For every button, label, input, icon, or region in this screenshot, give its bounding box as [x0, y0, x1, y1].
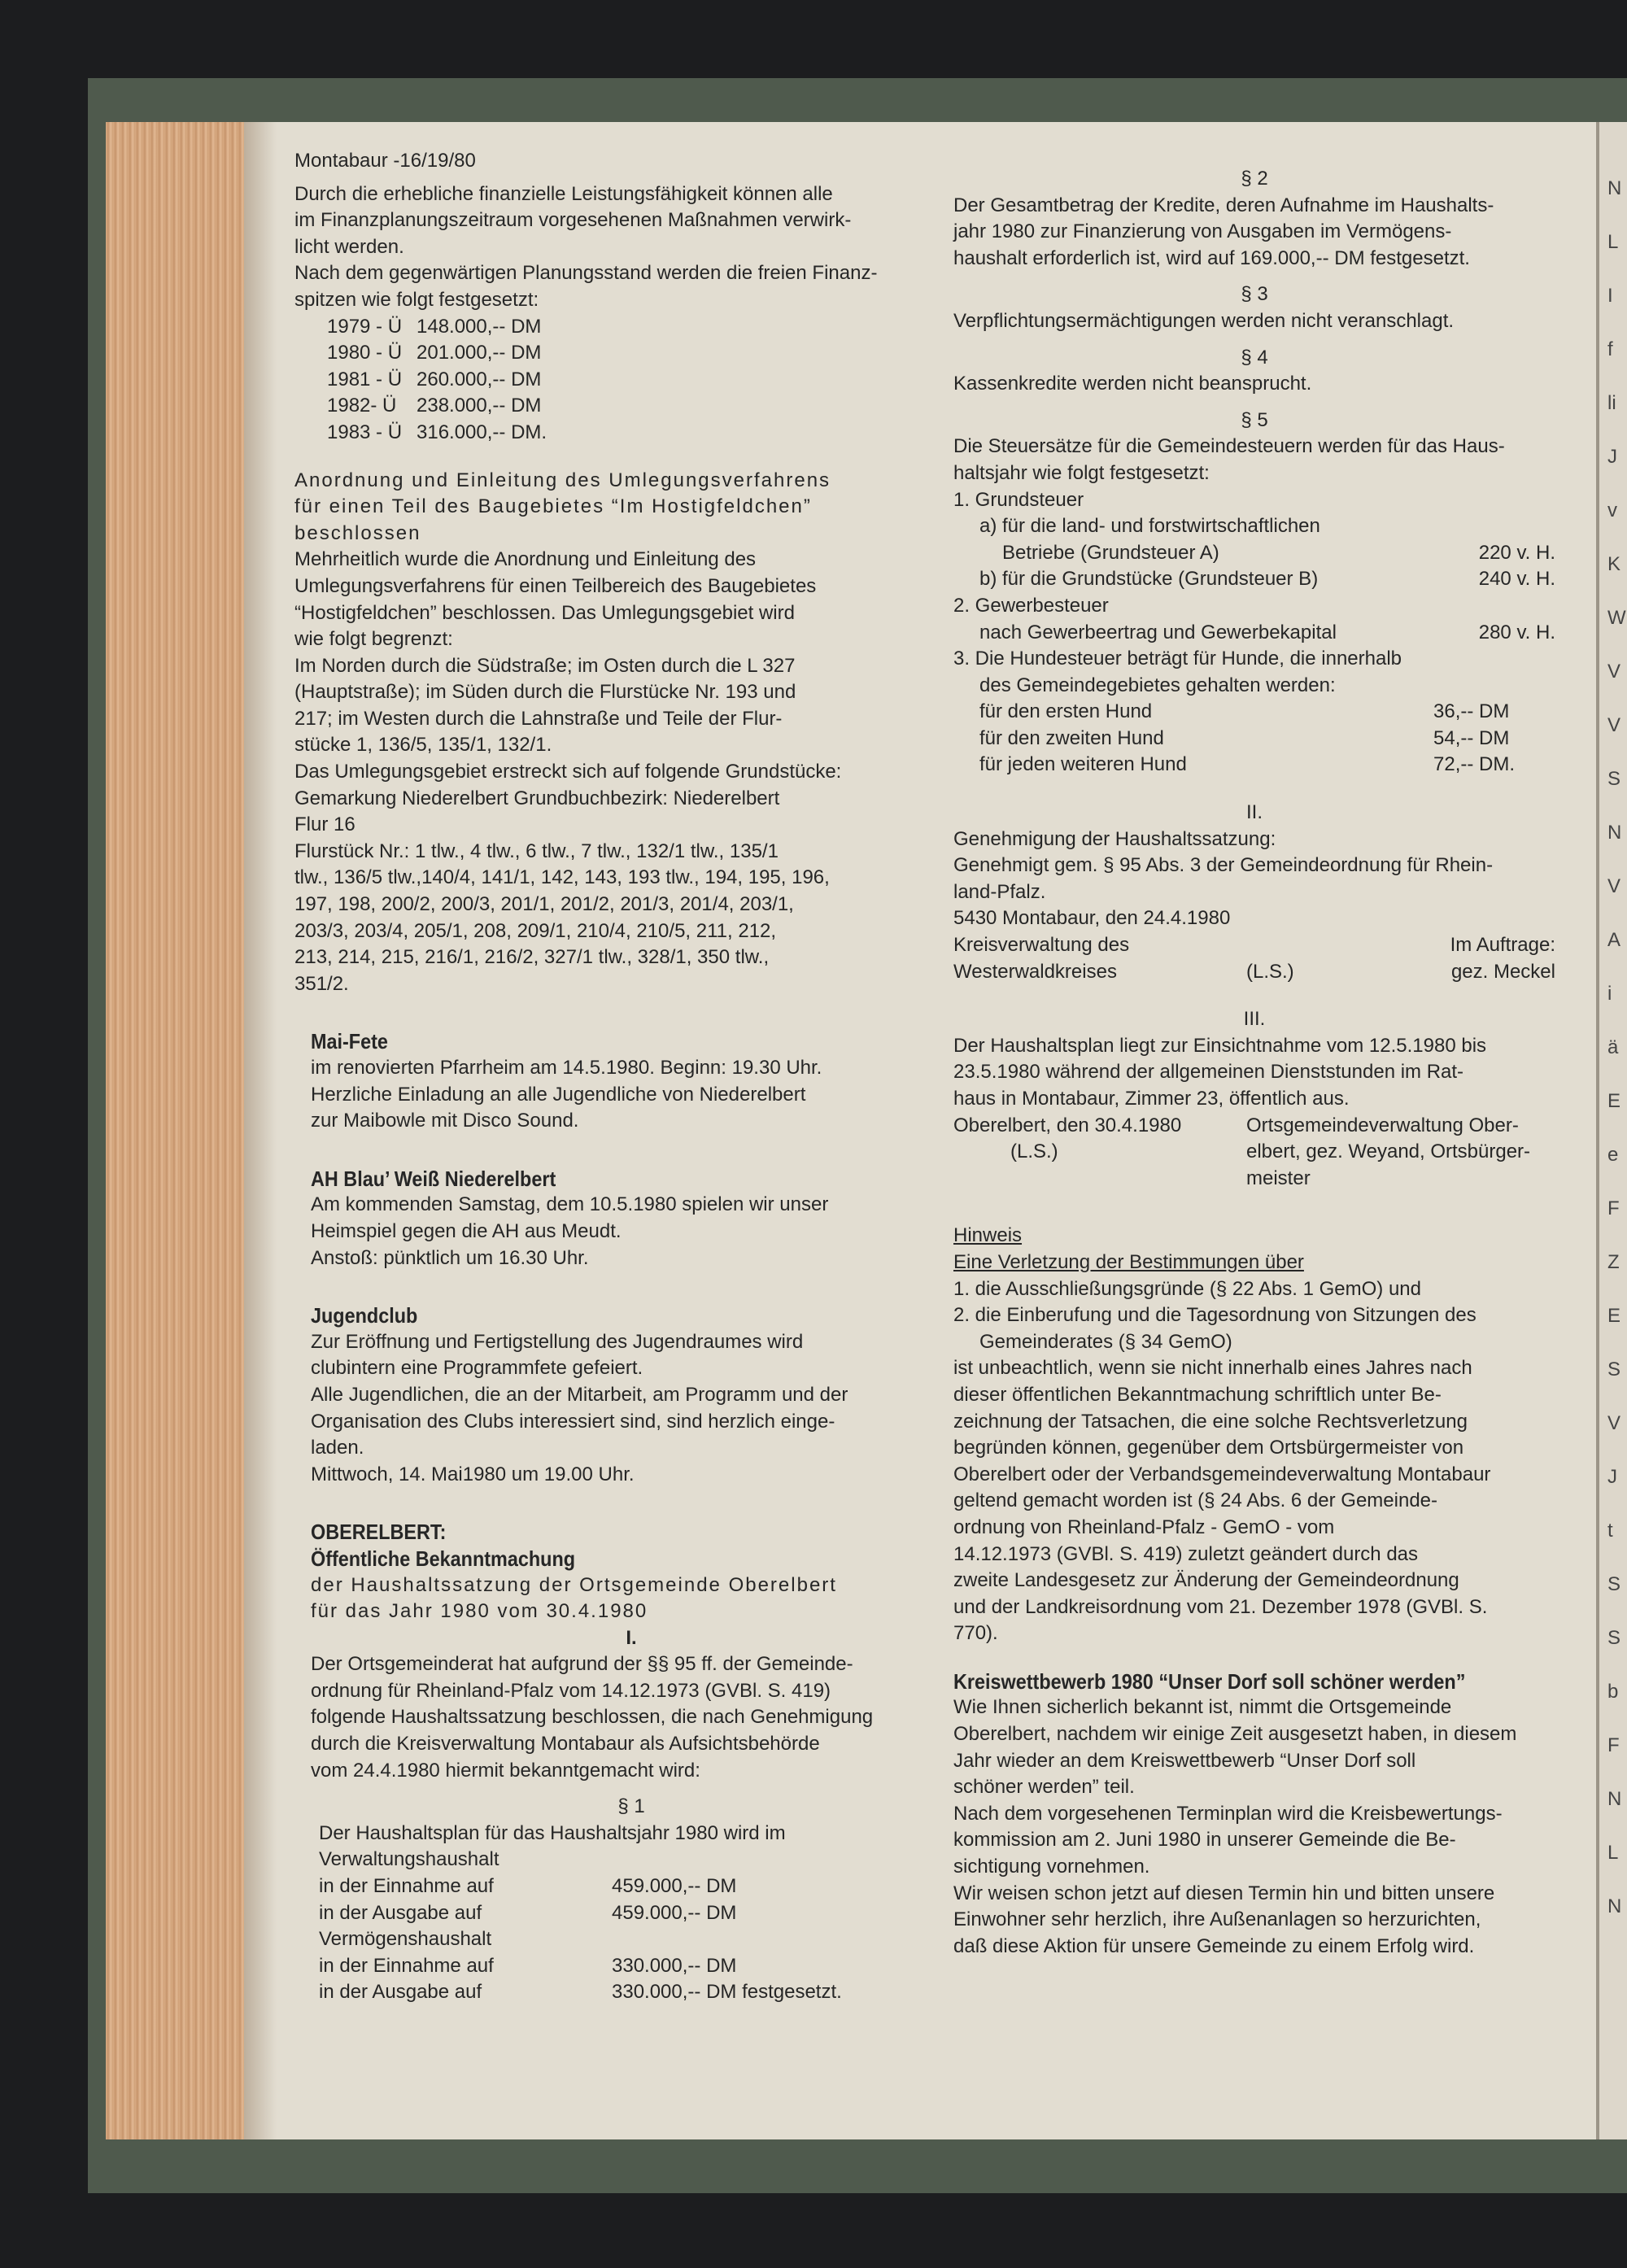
- umlegung-headline: Anordnung und Einleitung des Umlegungsverfahrens für einen Teil des Baugebietes “Im Hostigfeldchen” beschlossen: [294, 469, 831, 544]
- table-row: in der Ausgabe auf 330.000,-- DM festgesetzt.: [319, 1981, 842, 2004]
- next-page-letter: K: [1607, 553, 1621, 575]
- kreiswettbewerb-body: Wie Ihnen sicherlich bekannt ist, nimmt die Ortsgemeinde Oberelbert, nachdem wir einige Zeit ausgesetzt haben, in diesem Jahr wieder an dem Kreiswettbewerb “Unser Dorf soll schöner werden” teil. Nach dem vorgesehenen Terminplan wird die Kreisbewertungs- kommission am 2. Juni 1980 in unserer Gemeinde die Be- sichtigung vornehmen. Wir weisen schon jetzt auf diesen Termin hin und bitten unsere Einwohner sehr herzlich, ihre Außenanlagen so herzurichten, daß diese Aktion für unsere Gemeinde zu einem Erfolg wird.: [953, 1696, 1517, 1957]
- paragraph-5-body: Die Steuersätze für die Gemeindesteuern werden für das Haus- haltsjahr wie folgt festgesetzt: 1. Grundsteuer a) für die land- und forstwirtschaftlichen Betriebe (Grundsteuer A) 220 v. H. b) für die Grundstücke (Grundsteuer B) 240 v. H. 2. Gewerbesteuer nach Gewerbeertrag und Gewerbekapital 280 v. H. 3. Die Hundesteuer beträgt für Hunde, die innerhalb des Gemeindegebietes gehalten werden: für den ersten Hund 36,-- DM für den zweiten Hund 54,-- DM für jeden weiteren Hund 72,-- DM.: [953, 434, 1555, 779]
- jugendclub-body: Zur Eröffnung und Fertigstellung des Jugendraumes wird clubintern eine Programmfete gefeiert. Alle Jugendlichen, die an der Mitarbeit, am Programm und der Organisation des Clubs interessiert sind, sind herzlich einge- laden. Mittwoch, 14. Mai1980 um 19.00 Uhr.: [311, 1330, 848, 1485]
- hinweis-body: Eine Verletzung der Bestimmungen über 1. die Ausschließungsgründe (§ 22 Abs. 1 GemO) und 2. die Einberufung und die Tagesordnung von Sitzungen des Gemeinderates (§ 34 GemO) ist unbeachtlich, wenn sie nicht innerhalb eines Jahres nach dieser öffentlichen Bekanntmachung schriftlich unter Be- zeichnung der Tatsachen, die eine solche Rechtsverletzung begründen können, gegenüber dem Ortsbürgermeister von Oberelbert oder der Verbandsgemeindeverwaltung Montabaur geltend gemacht worden ist (§ 24 Abs. 6 der Gemeinde- ordnung von Rheinland-Pfalz - GemO - vom 14.12.1973 (GVBl. S. 419) zuletzt geändert durch das zweite Landesgesetz zur Änderung der Gemeindeordnung und der Landkreisordnung vom 21. Dezember 1978 (GVBl. S. 770).: [953, 1250, 1491, 1645]
- next-page-letter: I: [1607, 285, 1613, 307]
- ah-heading: AH Blau’ Weiß Niederelbert: [311, 1166, 556, 1191]
- table-row: für den ersten Hund 36,-- DM: [979, 700, 1510, 723]
- next-page-letter: b: [1607, 1681, 1619, 1703]
- list-item: 1981 - Ü 260.000,-- DM: [327, 368, 542, 390]
- next-page-letter: N: [1607, 177, 1622, 199]
- next-page-letter: e: [1607, 1144, 1619, 1166]
- table-row: für jeden weiteren Hund 72,-- DM.: [979, 753, 1516, 776]
- bekanntmachung-heading: Öffentliche Bekanntmachung: [311, 1546, 576, 1571]
- kreiswettbewerb-heading: Kreiswettbewerb 1980 “Unser Dorf soll schöner werden”: [953, 1668, 1466, 1694]
- paragraph-2-heading: § 2: [1241, 168, 1268, 190]
- next-page-letter: f: [1607, 338, 1613, 360]
- next-page-letter: F: [1607, 1197, 1620, 1219]
- list-item: 1983 - Ü 316.000,-- DM.: [327, 421, 547, 443]
- genehmigung-block: Genehmigung der Haushaltssatzung: Genehmigt gem. § 95 Abs. 3 der Gemeindeordnung für Rhein- land-Pfalz. 5430 Montabaur, den 24.4.1980 Kreisverwaltung des Im Auftrage: Westerwaldkreises (L.S.) gez. Meckel: [953, 827, 1555, 983]
- next-page-letter: L: [1607, 231, 1619, 253]
- umlegung-body: Mehrheitlich wurde die Anordnung und Einleitung des Umlegungsverfahrens für einen Teilbereich des Baugebietes “Hostigfeldchen” beschlossen. Das Umlegungsgebiet wird wie folgt begrenzt: Im Norden durch die Südstraße; im Osten durch die L 327 (Hauptstraße); im Süden durch die Flurstücke Nr. 193 und 217; im Westen durch die Lahnstraße und Teile der Flur- stücke 1, 136/5, 135/1, 132/1. Das Umlegungsgebiet erstreckt sich auf folgende Grundstücke: Gemarkung Niederelbert Grundbuchbezirk: Niederelbert Flur 16 Flurstück Nr.: 1 tlw., 4 tlw., 6 tlw., 7 tlw., 132/1 tlw., 135/1 tlw., 136/5 tlw.,140/4, 141/1, 142, 143, 193 tlw., 194, 195, 196, 197, 198, 200/2, 200/3, 201/1, 201/2, 201/3, 201/4, 203/1, 203/3, 203/4, 205/1, 208, 209/1, 210/4, 210/5, 211, 212, 213, 214, 215, 216/1, 216/2, 327/1 tlw., 328/1, 350 tlw., 351/2.: [294, 548, 842, 995]
- next-page-letter: E: [1607, 1090, 1621, 1112]
- next-page-letter: V: [1607, 714, 1621, 736]
- list-item: 1982- Ü 238.000,-- DM: [327, 395, 542, 417]
- next-page-letter: S: [1607, 768, 1621, 790]
- next-page-letter: J: [1607, 1466, 1617, 1488]
- maifete-heading: Mai-Fete: [311, 1029, 388, 1054]
- next-page-letter: L: [1607, 1842, 1619, 1864]
- budget-table: Der Haushaltsplan für das Haushaltsjahr 1980 wird im Verwaltungshaushalt in der Einnahme auf 459.000,-- DM in der Ausgabe auf 459.000,-- DM Vermögenshaushalt in der Einnahme auf 330.000,-- DM in der Ausgabe auf 330.000,-- DM festgesetzt.: [311, 1821, 952, 2006]
- next-page-letter: li: [1607, 392, 1616, 414]
- next-page-letter: N: [1607, 822, 1622, 844]
- next-page-letter: V: [1607, 661, 1621, 683]
- next-page-letter: J: [1607, 446, 1617, 468]
- next-page-sliver: [1596, 122, 1627, 2139]
- next-page-letter: v: [1607, 499, 1617, 521]
- finance-years-list: [294, 314, 952, 447]
- paragraph-1-heading: § 1: [617, 1795, 645, 1818]
- ah-body: Am kommenden Samstag, dem 10.5.1980 spielen wir unser Heimspiel gegen die AH aus Meudt. Anstoß: pünktlich um 16.30 Uhr.: [311, 1193, 829, 1269]
- maifete-body: im renovierten Pfarrheim am 14.5.1980. Beginn: 19.30 Uhr. Herzliche Einladung an alle Jugendliche von Niederelbert zur Maibowle mit Disco Sound.: [311, 1057, 822, 1132]
- table-row: b) für die Grundstücke (Grundsteuer B) 240 v. H.: [979, 568, 1555, 591]
- paragraph-2-body: Der Gesamtbetrag der Kredite, deren Aufnahme im Haushalts- jahr 1980 zur Finanzierung von Ausgaben im Vermögens- haushalt erforderlich ist, wird auf 169.000,-- DM festgesetzt.: [953, 194, 1494, 269]
- table-row: nach Gewerbeertrag und Gewerbekapital 280 v. H.: [979, 621, 1555, 643]
- right-column: [953, 148, 1555, 1960]
- next-page-letter: V: [1607, 1412, 1621, 1434]
- list-item: 1980 - Ü 201.000,-- DM: [327, 342, 542, 364]
- paragraph-4-body: Kassenkredite werden nicht beansprucht.: [953, 373, 1312, 395]
- table-row: in der Einnahme auf 330.000,-- DM: [319, 1954, 737, 1977]
- section-roman-1: I.: [626, 1626, 637, 1649]
- oberelbert-intro: der Haushaltssatzung der Ortsgemeinde Oberelbert für das Jahr 1980 vom 30.4.1980: [311, 1573, 837, 1623]
- next-page-letter: Z: [1607, 1251, 1620, 1273]
- next-page-letter: W: [1607, 607, 1626, 629]
- next-page-letter: V: [1607, 875, 1621, 897]
- table-row: in der Einnahme auf 459.000,-- DM: [319, 1875, 737, 1898]
- gutter-shadow: [244, 122, 277, 2139]
- paragraph-4-heading: § 4: [1241, 346, 1268, 369]
- paragraph-5-heading: § 5: [1241, 408, 1268, 431]
- next-page-letter: i: [1607, 983, 1612, 1005]
- page-header: Montabaur -16/19/80: [294, 150, 476, 172]
- list-item: 1979 - Ü 148.000,-- DM: [327, 315, 542, 338]
- next-page-letter: A: [1607, 929, 1621, 951]
- next-page-letter: S: [1607, 1573, 1621, 1595]
- next-page-letter: N: [1607, 1788, 1622, 1810]
- next-page-letter: t: [1607, 1520, 1613, 1542]
- events-block: [294, 1028, 952, 2006]
- next-page-letter: F: [1607, 1734, 1620, 1756]
- oberelbert-heading: OBERELBERT:: [311, 1520, 447, 1545]
- oberelbert-body: Der Ortsgemeinderat hat aufgrund der §§ 95 ff. der Gemeinde- ordnung für Rheinland-Pfalz vom 14.12.1973 (GVBl. S. 419) folgende Haushaltssatzung beschlossen, die nach Genehmigung durch die Kreisverwaltung Montabaur als Aufsichtsbehörde vom 24.4.1980 hiermit bekanntgemacht wird:: [311, 1653, 874, 1782]
- section-roman-3: III.: [1243, 1008, 1266, 1031]
- next-page-letter: S: [1607, 1359, 1621, 1380]
- paragraph-3-heading: § 3: [1241, 283, 1268, 306]
- hinweis-heading: Hinweis: [953, 1224, 1023, 1247]
- paragraph-3-body: Verpflichtungsermächtigungen werden nicht veranschlagt.: [953, 309, 1455, 332]
- table-row: in der Ausgabe auf 459.000,-- DM: [319, 1901, 737, 1924]
- section-roman-2: II.: [1245, 801, 1263, 824]
- intro-paragraph: Durch die erhebliche finanzielle Leistungsfähigkeit können alle im Finanzplanungszeitraum vorgesehenen Maßnahmen verwirk- licht werden. Nach dem gegenwärtigen Planungsstand werden die freien Finanz- spitzen wie folgt festgesetzt:: [294, 182, 878, 311]
- jugendclub-heading: Jugendclub: [311, 1303, 418, 1328]
- next-page-letter: ä: [1607, 1036, 1619, 1058]
- table-row: Betriebe (Grundsteuer A) 220 v. H.: [1002, 541, 1555, 564]
- auslegung-block: Der Haushaltsplan liegt zur Einsichtnahme vom 12.5.1980 bis 23.5.1980 während der allgemeinen Dienststunden im Rat- haus in Montabaur, Zimmer 23, öffentlich aus. Oberelbert, den 30.4.1980 Ortsgemeindeverwaltung Ober- (L.S.) elbert, gez. Weyand, Ortsbürger- meister: [953, 1034, 1531, 1189]
- next-page-letter: E: [1607, 1305, 1621, 1327]
- next-page-letter: S: [1607, 1627, 1621, 1649]
- table-row: für den zweiten Hund 54,-- DM: [979, 726, 1510, 749]
- left-column: [294, 148, 952, 2006]
- next-page-letter: N: [1607, 1895, 1622, 1917]
